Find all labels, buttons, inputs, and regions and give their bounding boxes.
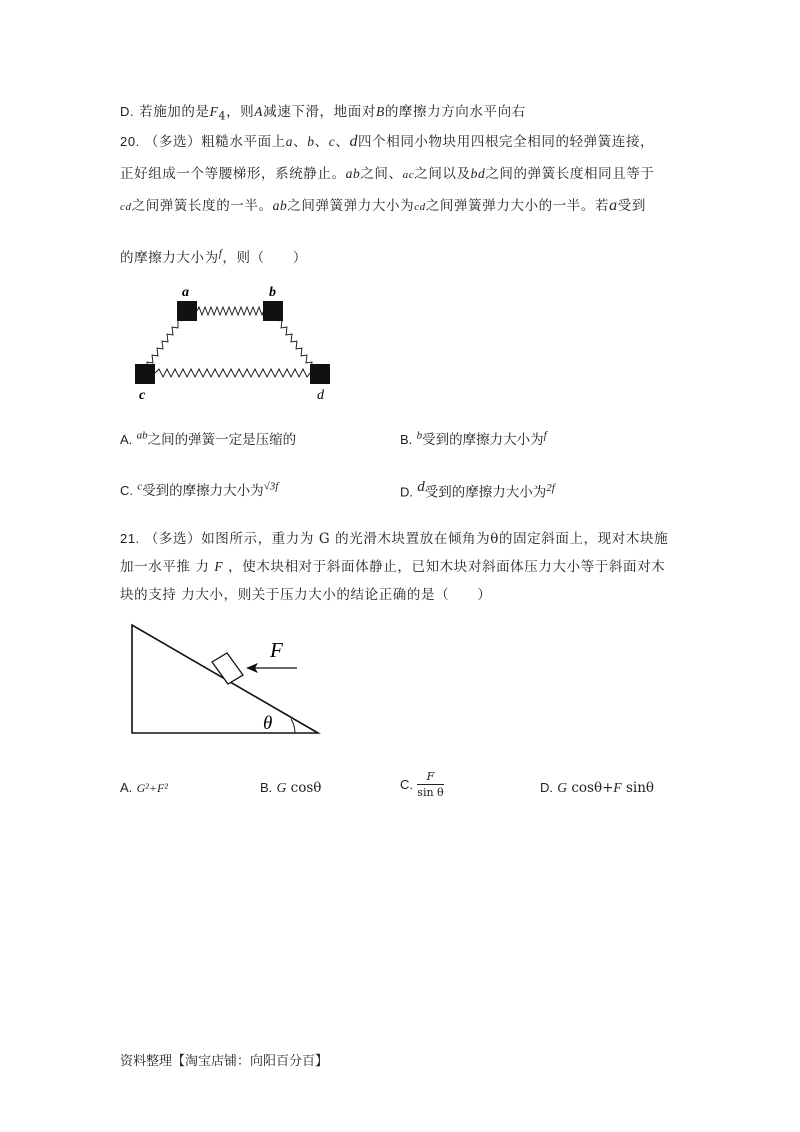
- question-text: 的摩擦力大小为: [120, 250, 219, 266]
- var-a: a: [609, 197, 618, 214]
- var-f: F: [214, 559, 224, 574]
- q20-option-a: [120, 428, 296, 448]
- question-text: 块的支持 力大小，则关于压力大小的结论正确的是（ ）: [120, 587, 492, 603]
- page-footer: 资料整理【淘宝店铺：向阳百分百】: [120, 1054, 329, 1069]
- wooden-block: [212, 653, 243, 684]
- var-c: c: [328, 134, 336, 149]
- label-a: a: [182, 285, 189, 300]
- q20-option-b: [400, 428, 547, 448]
- question-text: 四个相同小物块用四根完全相同的轻弹簧连接，: [358, 134, 655, 150]
- question-text: 之间、: [360, 166, 403, 182]
- q21-line-1: [120, 527, 668, 547]
- question-text: 正好组成一个等腰梯形，系统静止。: [120, 166, 346, 182]
- option-expression: sinθ: [621, 780, 655, 796]
- q20-line-4: [120, 246, 307, 266]
- fraction: [417, 770, 443, 799]
- option-text: 之间的弹簧一定是压缩的: [147, 432, 297, 448]
- question-tag: （多选）: [144, 134, 202, 150]
- option-letter: B.: [260, 780, 273, 795]
- option-letter: B.: [400, 432, 413, 447]
- question-text: 粗糙水平面上: [201, 134, 286, 150]
- question-number: 20.: [120, 134, 140, 149]
- option-value: 2f: [546, 482, 555, 494]
- separator: 、: [293, 134, 308, 150]
- var-f: F: [613, 780, 622, 795]
- q21-line-2: [120, 555, 665, 575]
- separator: 、: [335, 134, 350, 150]
- var-bd: bd: [470, 166, 486, 181]
- var-ab: ab: [272, 198, 288, 213]
- q20-line-3: [120, 194, 646, 215]
- question-text: ，使木块相对于斜面体静止，已知木块对斜面体压力大小等于斜面对木: [228, 559, 666, 575]
- label-c: c: [139, 388, 146, 403]
- fraction-denominator: sin θ: [417, 786, 444, 799]
- option-letter: C.: [120, 483, 133, 498]
- question-text: 加一水平推 力: [120, 559, 210, 575]
- block-b: [263, 301, 283, 321]
- angle-arc: [291, 719, 295, 733]
- q21-line-3: [120, 583, 492, 603]
- var-c: c: [137, 480, 143, 493]
- force-symbol: F: [209, 104, 219, 119]
- option-value: √3f: [263, 480, 279, 493]
- incline-figure: [125, 615, 330, 745]
- force-subscript: 4: [218, 109, 227, 123]
- block-c: [135, 364, 155, 384]
- question-text: 如图所示，重力为 G 的光滑木块置放在倾角为θ的固定斜面上，现对木块施: [201, 531, 669, 547]
- var-ac: ac: [402, 169, 415, 181]
- q20-line-2: [120, 162, 655, 182]
- var-b: B: [375, 104, 385, 119]
- question-text: 之间弹簧弹力大小为: [287, 198, 415, 214]
- option-letter: D.: [540, 780, 553, 795]
- var-b: b: [416, 429, 423, 442]
- var-ab: ab: [345, 166, 361, 181]
- option-expression: cosθ: [286, 780, 322, 796]
- fraction-numerator: F: [417, 770, 443, 785]
- q21-option-c: [400, 770, 444, 799]
- spring-cd: [155, 369, 310, 377]
- question-text: 之间弹簧弹力大小的一半。若: [425, 198, 610, 214]
- var-d: d: [349, 133, 359, 150]
- question-text: 受到: [617, 198, 646, 214]
- label-F: F: [270, 638, 283, 662]
- option-letter: A.: [120, 432, 133, 447]
- var-a: a: [285, 134, 294, 149]
- spring-bd: [278, 320, 316, 370]
- var-g: G: [557, 780, 568, 795]
- label-theta: θ: [263, 713, 273, 734]
- block-d: [310, 364, 330, 384]
- label-d: d: [317, 388, 324, 403]
- var-b: b: [307, 134, 315, 149]
- var-g: G: [276, 780, 287, 795]
- q20-line-1: [120, 130, 654, 151]
- var-a: A: [254, 104, 264, 119]
- q20-option-c: [120, 479, 278, 499]
- question-tag: （多选）: [144, 531, 202, 547]
- option-letter: A.: [120, 780, 133, 795]
- question-text: 之间以及: [414, 166, 471, 182]
- option-text: 的摩擦力方向水平向右: [384, 104, 526, 120]
- option-value: f: [543, 429, 547, 442]
- option-letter: D.: [400, 484, 413, 500]
- prev-option-d: [120, 100, 526, 123]
- q21-option-d: [540, 780, 654, 796]
- q21-option-a: [120, 780, 168, 796]
- question-number: 21.: [120, 531, 140, 546]
- block-a: [177, 301, 197, 321]
- option-text: ，则: [226, 104, 255, 120]
- var-d: d: [417, 479, 425, 495]
- question-text: 之间弹簧长度的一半。: [131, 198, 273, 214]
- question-text: 之间的弹簧长度相同且等于: [485, 166, 655, 182]
- option-letter: C.: [400, 777, 413, 792]
- option-text: 受到的摩擦力大小为: [424, 484, 547, 501]
- separator: 、: [314, 134, 329, 150]
- var-ab: ab: [136, 429, 148, 442]
- option-letter: D.: [120, 104, 135, 119]
- option-text: 减速下滑，地面对: [263, 104, 376, 120]
- spring-ac: [144, 320, 182, 370]
- var-f: f: [218, 247, 223, 260]
- q21-option-b: [260, 780, 321, 796]
- option-text: 若施加的是: [139, 104, 210, 120]
- label-b: b: [269, 285, 276, 300]
- spring-trapezoid-figure: [130, 280, 350, 405]
- var-cd: cd: [414, 201, 426, 213]
- q20-option-d: [400, 479, 555, 501]
- option-text: 受到的摩擦力大小为: [422, 432, 544, 448]
- var-cd: cd: [120, 201, 132, 213]
- option-expression: cosθ+: [567, 780, 614, 796]
- option-text: 受到的摩擦力大小为: [142, 483, 264, 499]
- option-expression: G²+F²: [136, 781, 168, 795]
- question-text: ，则（ ）: [222, 250, 307, 266]
